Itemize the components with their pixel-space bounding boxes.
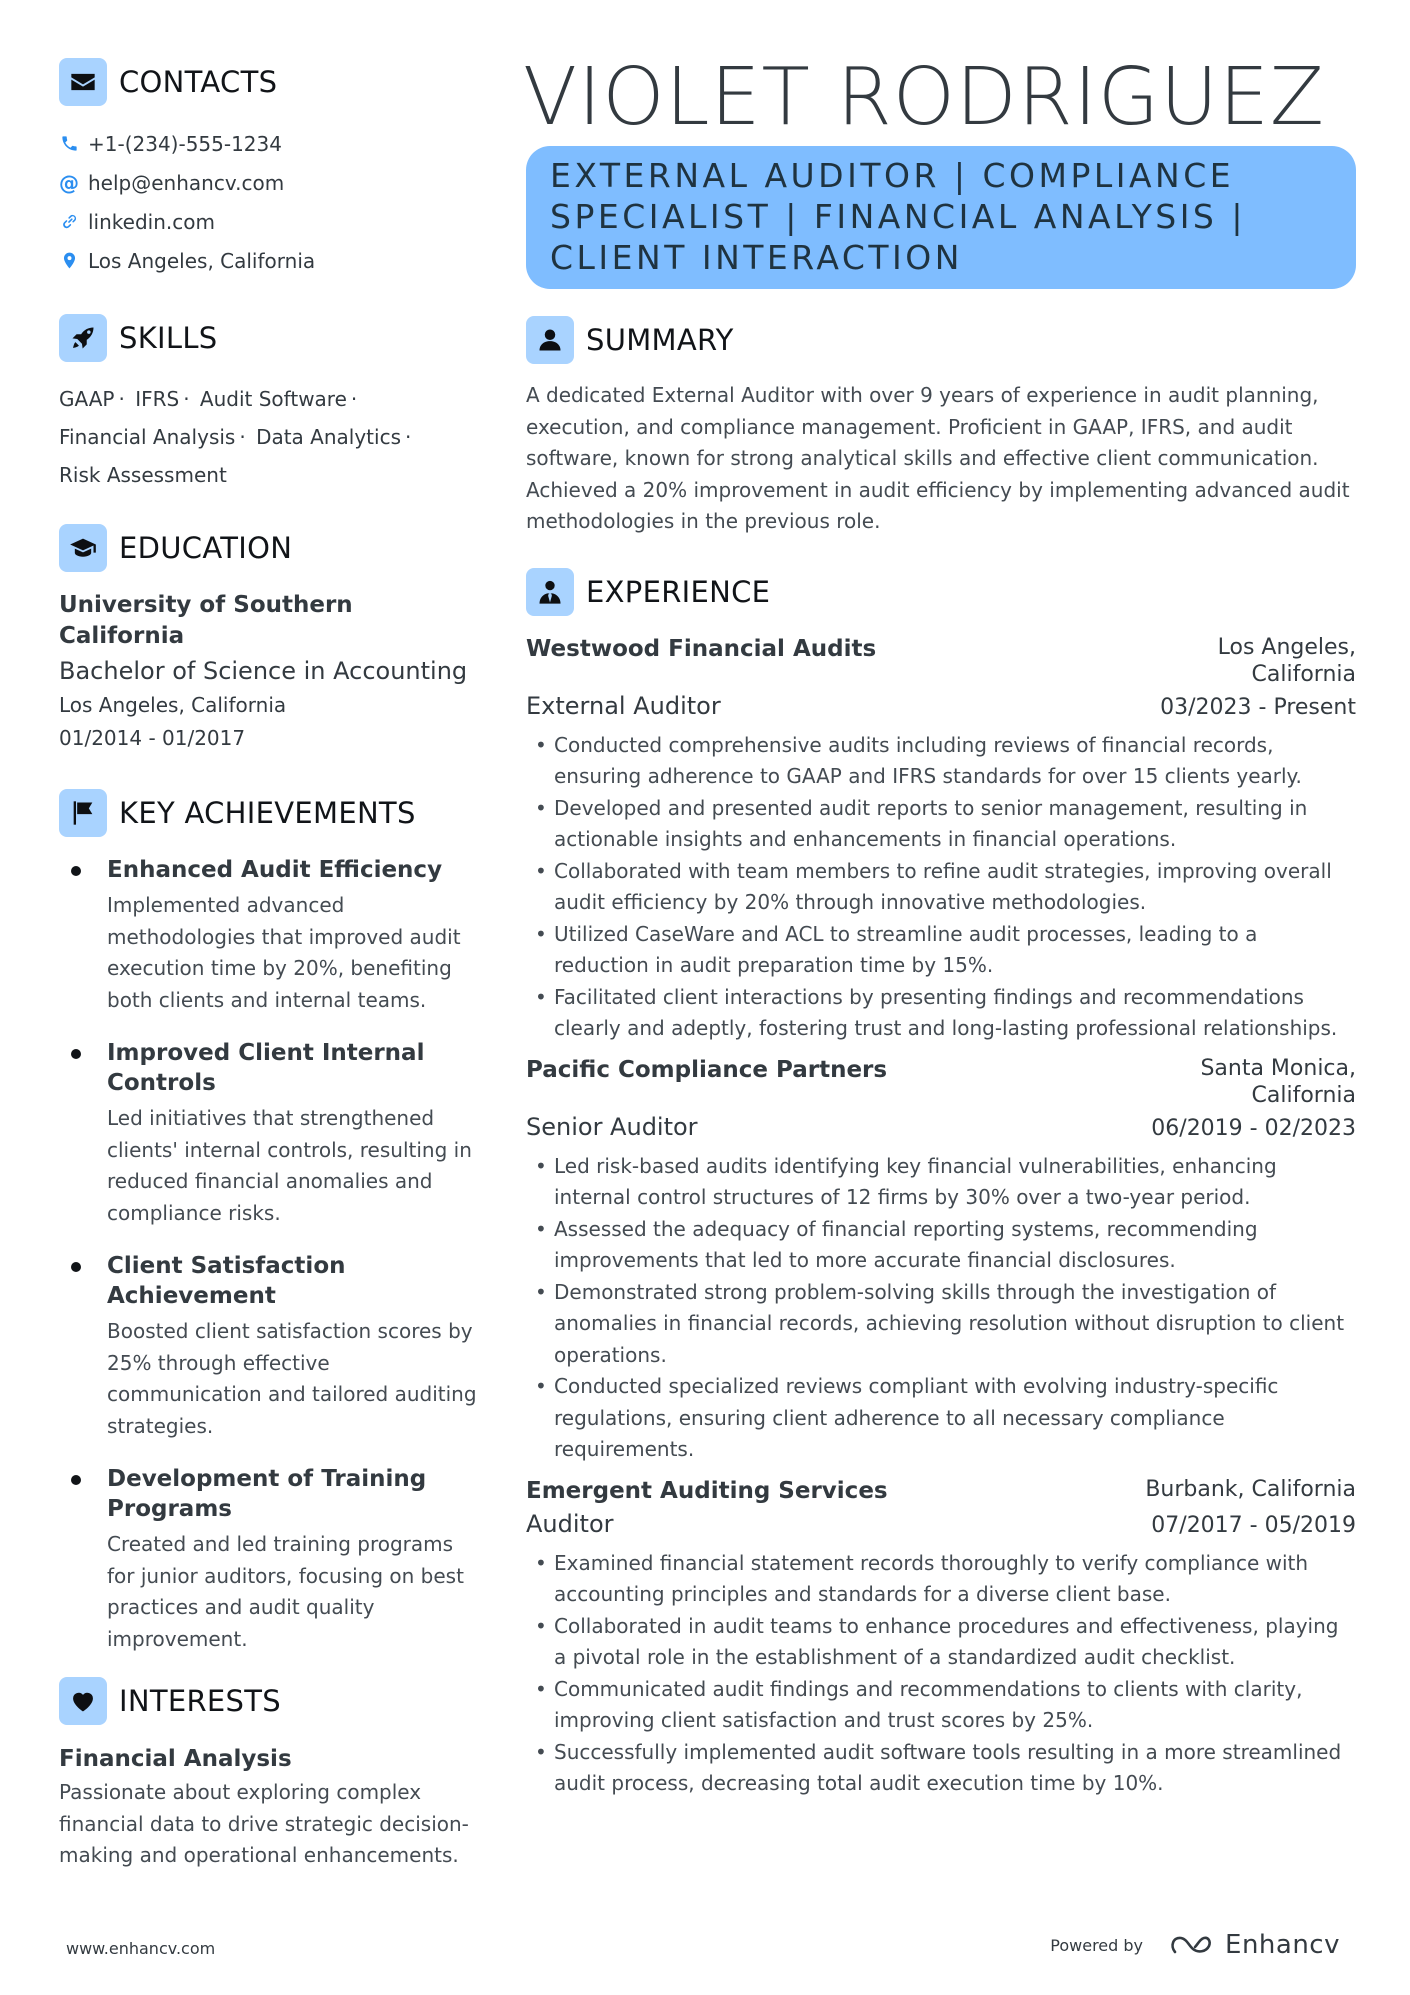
skill-item: Financial Analysis · <box>59 425 246 449</box>
achievement-desc: Implemented advanced methodologies that improved audit execution time by 20%, benefiting both clients and internal teams. <box>107 893 461 1012</box>
email-text: help@enhancv.com <box>88 170 285 195</box>
skill-item: Audit Software · <box>199 387 358 411</box>
skills-title: SKILLS <box>119 321 218 355</box>
achievement-title: Enhanced Audit Efficiency <box>107 857 443 883</box>
left-column <box>59 58 479 1872</box>
flag-icon <box>59 789 107 837</box>
summary-heading <box>526 316 1356 364</box>
graduation-cap-icon <box>59 524 107 572</box>
bullet-icon <box>71 1475 81 1485</box>
achievement-item <box>59 1038 479 1229</box>
job-dates: 06/2019 - 02/2023 <box>1151 1115 1356 1141</box>
job-role: Senior Auditor <box>526 1112 698 1141</box>
job-bullet: • Successfully implemented audit software tools resulting in a more streamlined audit process, decreasing total audit execution time by 10%. <box>526 1737 1356 1800</box>
job-bullets <box>526 1548 1356 1800</box>
candidate-name: VIOLET RODRIGUEZ <box>523 51 1325 143</box>
phone-text: +1-(234)-555-1234 <box>88 131 282 156</box>
education-title: EDUCATION <box>119 531 293 565</box>
bullet-icon <box>71 866 81 876</box>
skill-item: IFRS · <box>135 387 190 411</box>
skill-item: Risk Assessment <box>59 463 227 487</box>
job-company: Pacific Compliance Partners <box>526 1056 888 1083</box>
contact-phone[interactable] <box>59 124 479 163</box>
education-location: Los Angeles, California <box>59 693 287 717</box>
job-bullet: • Examined financial statement records thoroughly to verify compliance with accounting principles and standards for a diverse client base. <box>526 1548 1356 1611</box>
job-entry <box>526 1476 1356 1800</box>
interest-title: Financial Analysis <box>59 1746 292 1772</box>
interests-heading <box>59 1677 479 1725</box>
job-entry <box>526 1055 1356 1466</box>
bullet-icon <box>71 1049 81 1059</box>
enhancv-logo-icon <box>1169 1932 1215 1958</box>
contacts-title: CONTACTS <box>119 65 278 99</box>
contact-location <box>59 241 479 280</box>
achievement-title: Improved Client Internal Controls <box>107 1040 425 1096</box>
job-company: Westwood Financial Audits <box>526 635 877 662</box>
at-icon: @ <box>59 170 79 195</box>
achievement-title: Client Satisfaction Achievement <box>107 1253 346 1309</box>
job-company: Emergent Auditing Services <box>526 1477 888 1504</box>
education-dates: 01/2014 - 01/2017 <box>59 726 246 750</box>
job-bullet: • Utilized CaseWare and ACL to streamline audit processes, leading to a reduction in audit preparation time by 15%. <box>526 919 1356 982</box>
job-dates: 03/2023 - Present <box>1160 694 1356 720</box>
bullet-icon <box>71 1262 81 1272</box>
education-heading <box>59 524 479 572</box>
achievement-item <box>59 1464 479 1655</box>
summary-text: A dedicated External Auditor with over 9 years of experience in audit planning, execution, and compliance management. Proficient in GAAP, IFRS, and audit software, known for strong analytical skills and effective client communication. Achieved a 20% improvement in audit efficiency by implementing advanced audit methodologies in the previous role. <box>526 383 1350 533</box>
job-role: Auditor <box>526 1509 614 1538</box>
powered-by-text: Powered by <box>1050 1935 1144 1955</box>
phone-icon <box>59 134 79 154</box>
brand-name: Enhancv <box>1225 1930 1340 1960</box>
footer-branding[interactable] <box>1050 1930 1340 1960</box>
footer-website[interactable]: www.enhancv.com <box>66 1939 216 1958</box>
job-bullet: • Led risk-based audits identifying key financial vulnerabilities, enhancing internal control structures of 12 firms by 30% over a two-year period. <box>526 1151 1356 1214</box>
briefcase-user-icon <box>526 568 574 616</box>
experience-title: EXPERIENCE <box>586 574 771 609</box>
job-role: External Auditor <box>526 691 721 720</box>
achievement-item <box>59 1251 479 1442</box>
job-bullet: • Communicated audit findings and recommendations to clients with clarity, improving client satisfaction and trust scores by 25%. <box>526 1674 1356 1737</box>
job-bullet: • Demonstrated strong problem-solving skills through the investigation of anomalies in financial records, achieving resolution without disruption to client operations. <box>526 1277 1356 1372</box>
job-location: Los Angeles, California <box>1217 634 1356 687</box>
headline-banner: EXTERNAL AUDITOR | COMPLIANCE SPECIALIST | FINANCIAL ANALYSIS | CLIENT INTERACTION <box>526 146 1356 289</box>
envelope-icon <box>59 58 107 106</box>
interest-desc: Passionate about exploring complex financial data to drive strategic decision-making and operational enhancements. <box>59 1780 469 1867</box>
job-dates: 07/2017 - 05/2019 <box>1151 1512 1356 1538</box>
contact-linkedin[interactable] <box>59 202 479 241</box>
job-location: Burbank, California <box>1145 1476 1356 1502</box>
job-location: Santa Monica, California <box>1200 1055 1356 1108</box>
interests-title: INTERESTS <box>119 1684 281 1718</box>
achievements-list <box>59 855 479 1655</box>
map-pin-icon <box>59 251 79 271</box>
achievement-desc: Led initiatives that strengthened clients' internal controls, resulting in reduced financial anomalies and compliance risks. <box>107 1106 472 1225</box>
heart-icon <box>59 1677 107 1725</box>
right-column <box>523 50 1356 1810</box>
linkedin-text: linkedin.com <box>88 209 215 234</box>
summary-section <box>526 316 1356 538</box>
job-bullet: • Assessed the adequacy of financial reporting systems, recommending improvements that led to more accurate financial disclosures. <box>526 1214 1356 1277</box>
achievement-item <box>59 855 479 1016</box>
job-entry <box>526 634 1356 1045</box>
user-icon <box>526 316 574 364</box>
achievement-desc: Created and led training programs for junior auditors, focusing on best practices and audit quality improvement. <box>107 1532 464 1651</box>
summary-title: SUMMARY <box>586 323 734 357</box>
contact-list <box>59 124 479 280</box>
job-bullet: • Collaborated with team members to refine audit strategies, improving overall audit efficiency by 20% through innovative methodologies. <box>526 856 1356 919</box>
experience-section <box>526 568 1356 1800</box>
contact-email[interactable] <box>59 163 479 202</box>
education-entry <box>59 590 479 755</box>
rocket-icon <box>59 314 107 362</box>
job-bullet: • Collaborated in audit teams to enhance procedures and effectiveness, playing a pivotal role in the establishment of a standardized audit checklist. <box>526 1611 1356 1674</box>
achievements-heading <box>59 789 479 837</box>
job-bullet: • Developed and presented audit reports to senior management, resulting in actionable insights and enhancements in financial operations. <box>526 793 1356 856</box>
skills-list <box>59 380 439 494</box>
link-icon <box>59 212 79 232</box>
achievements-title: KEY ACHIEVEMENTS <box>119 796 416 830</box>
job-bullet: • Facilitated client interactions by presenting findings and recommendations clearly and adeptly, fostering trust and long-lasting professional relationships. <box>526 982 1356 1045</box>
job-bullet: • Conducted comprehensive audits including reviews of financial records, ensuring adherence to GAAP and IFRS standards for over 15 clients yearly. <box>526 730 1356 793</box>
school-name: University of Southern California <box>59 592 353 649</box>
skill-item: GAAP · <box>59 387 125 411</box>
job-bullets <box>526 730 1356 1045</box>
skills-heading <box>59 314 479 362</box>
job-bullet: • Conducted specialized reviews compliant with evolving industry-specific regulations, ensuring client adherence to all necessary compliance requirements. <box>526 1371 1356 1466</box>
location-text: Los Angeles, California <box>88 248 316 273</box>
contacts-heading <box>59 58 479 106</box>
achievement-desc: Boosted client satisfaction scores by 25% through effective communication and tailored auditing strategies. <box>107 1319 477 1438</box>
interest-entry <box>59 1743 479 1872</box>
job-bullets <box>526 1151 1356 1466</box>
achievement-title: Development of Training Programs <box>107 1466 427 1522</box>
experience-heading <box>526 568 1356 616</box>
degree: Bachelor of Science in Accounting <box>59 657 468 685</box>
skill-item: Data Analytics · <box>256 425 412 449</box>
